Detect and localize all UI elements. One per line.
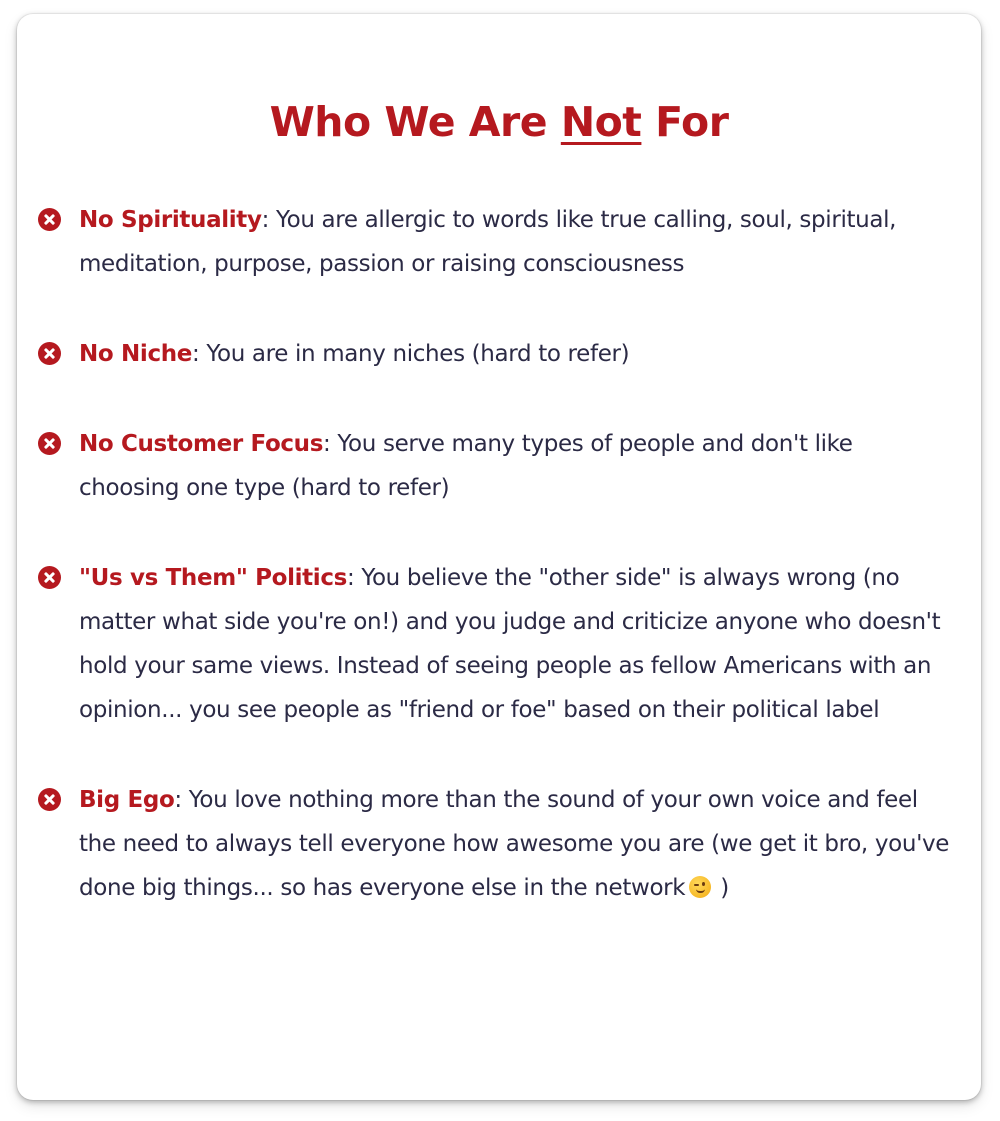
x-circle-icon [38,566,61,589]
item-text-after-emoji: ) [713,875,729,901]
item-label: "Us vs Them" Politics [79,565,347,591]
item-text: : You serve many types of people and don't like choosing one type (hard to refer) [79,431,853,501]
item-label: Big Ego [79,787,175,813]
item-label: No Niche [79,341,192,367]
item-text: : You believe the "other side" is always wrong (no matter what side you're on!) and you judge and criticize anyone who doesn't hold your same views. Instead of seeing people as fellow Americans with an opinion... you see people as "friend or foe" based on their political label [79,565,941,723]
winking-face-icon [689,876,711,898]
x-circle-icon [38,208,61,231]
page-title [17,96,981,148]
not-for-list [17,198,981,956]
x-circle-icon [38,788,61,811]
item-text: : You are in many niches (hard to refer) [192,341,630,367]
item-text: : You are allergic to words like true calling, soul, spiritual, meditation, purpose, passion or raising consciousness [79,207,897,277]
item-label: No Customer Focus [79,431,324,457]
list-item-no-niche [17,332,981,376]
list-item-big-ego [17,778,981,910]
title-emphasis: Not [560,98,642,146]
list-item-no-spirituality [17,198,981,286]
item-label: No Spirituality [79,207,262,233]
item-text: : You love nothing more than the sound of your own voice and feel the need to always tell everyone how awesome you are (we get it bro, you've done big things... so has everyone else in the network [79,787,950,901]
title-suffix: For [641,98,729,146]
list-item-no-customer-focus [17,422,981,510]
x-circle-icon [38,432,61,455]
content-card [17,14,981,1100]
x-circle-icon [38,342,61,365]
list-item-us-vs-them-politics [17,556,981,732]
title-prefix: Who We Are [269,98,561,146]
